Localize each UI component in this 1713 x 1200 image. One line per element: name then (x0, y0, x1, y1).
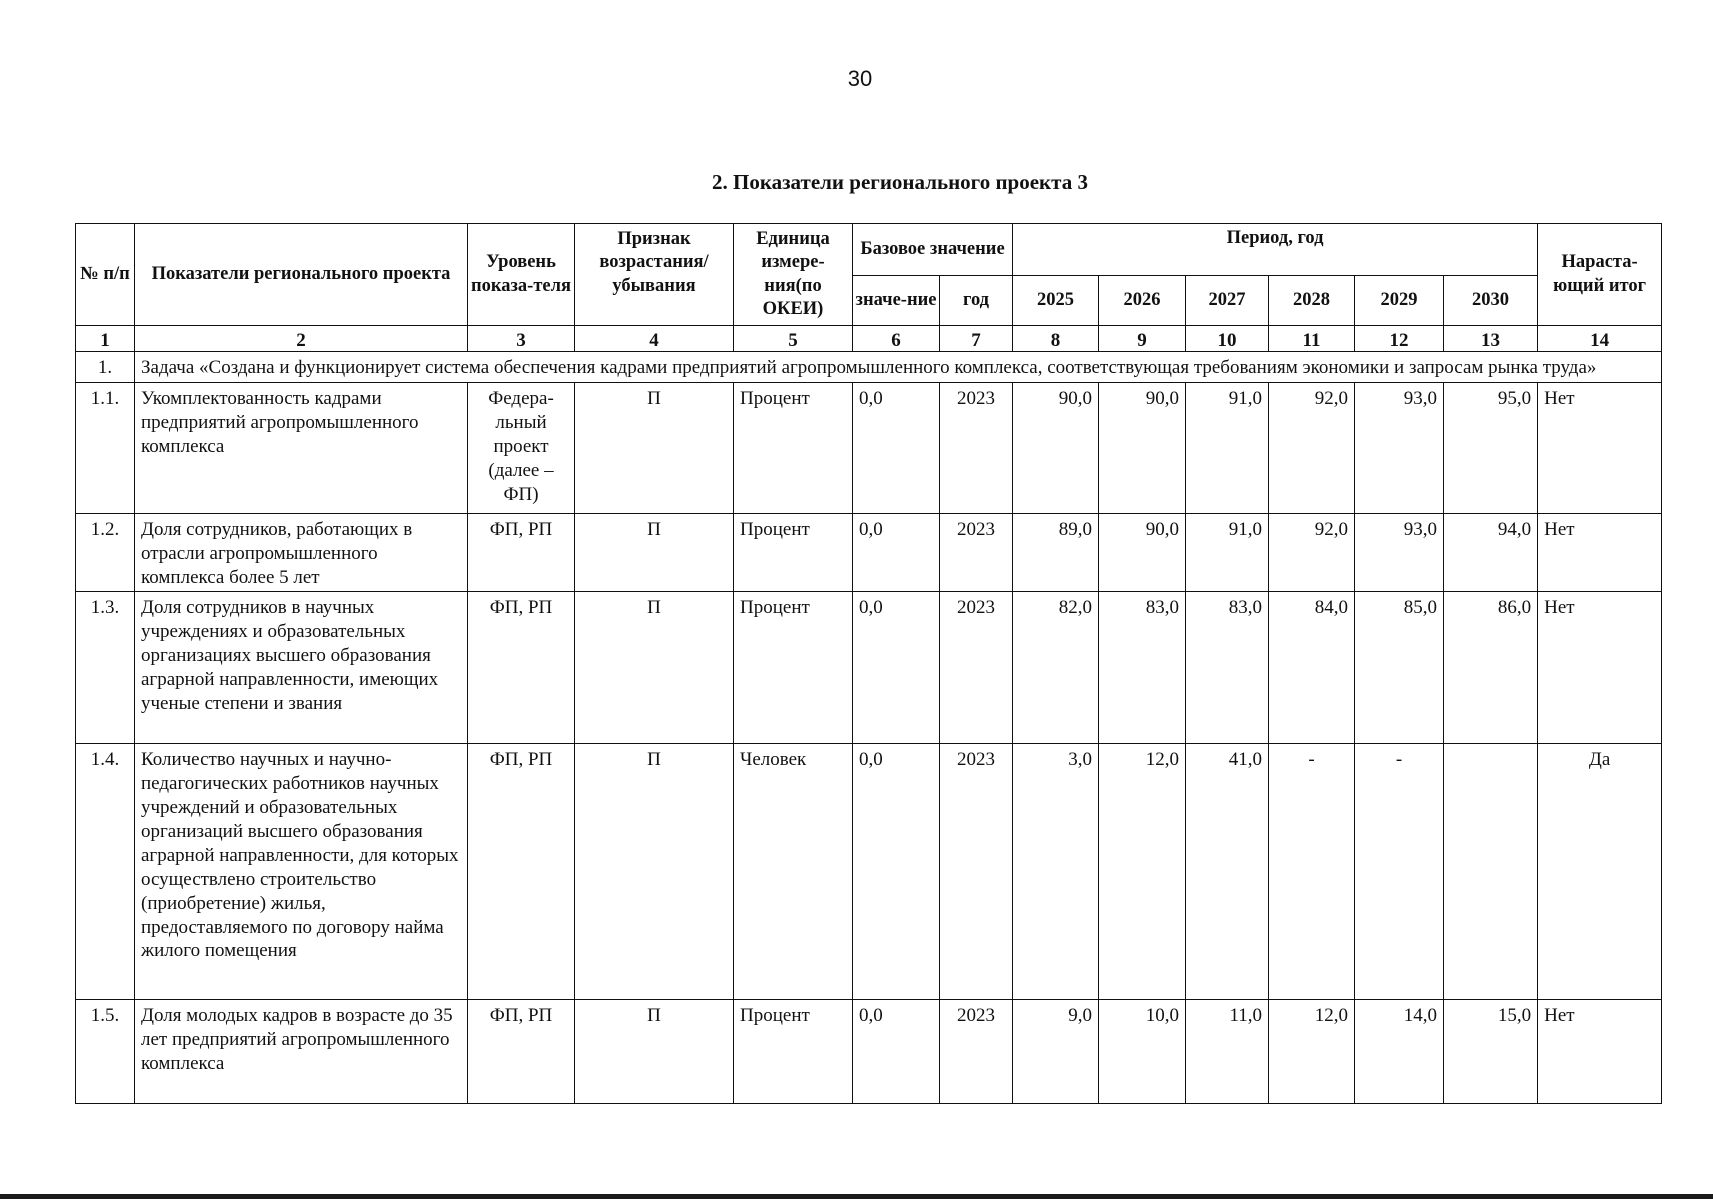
row-value-2028: 92,0 (1269, 382, 1355, 513)
column-number: 7 (940, 326, 1013, 352)
row-value-2029: - (1355, 743, 1444, 999)
row-base-year: 2023 (940, 513, 1013, 591)
column-number: 9 (1099, 326, 1186, 352)
column-number: 11 (1269, 326, 1355, 352)
page-bottom-edge (0, 1194, 1713, 1199)
row-num: 1.5. (76, 999, 135, 1103)
row-value-2029: 93,0 (1355, 513, 1444, 591)
indicators-table (75, 223, 1662, 1104)
row-cumulative: Нет (1538, 382, 1662, 513)
row-value-2025: 90,0 (1013, 382, 1099, 513)
row-indicator-name: Укомплектованность кадрами предприятий агропромышленного комплекса (135, 382, 468, 513)
row-value-2029: 93,0 (1355, 382, 1444, 513)
row-cumulative: Нет (1538, 999, 1662, 1103)
header-num: № п/п (76, 224, 135, 326)
header-row-top (76, 224, 1662, 276)
header-cumulative: Нараста-ющий итог (1538, 224, 1662, 326)
page-number: 30 (847, 66, 873, 91)
row-value-2027: 91,0 (1186, 382, 1269, 513)
header-base-value: значе-ние (853, 276, 940, 326)
row-value-2030 (1444, 743, 1538, 999)
row-level: ФП, РП (468, 743, 575, 999)
column-number: 1 (76, 326, 135, 352)
row-value-2026: 12,0 (1099, 743, 1186, 999)
header-year: 2026 (1099, 276, 1186, 326)
row-base-value: 0,0 (853, 999, 940, 1103)
row-value-2029: 85,0 (1355, 591, 1444, 743)
row-cumulative: Нет (1538, 591, 1662, 743)
row-value-2028: - (1269, 743, 1355, 999)
row-cumulative: Да (1538, 743, 1662, 999)
header-base-year: год (940, 276, 1013, 326)
row-value-2027: 41,0 (1186, 743, 1269, 999)
header-year: 2030 (1444, 276, 1538, 326)
row-indicator-name: Доля сотрудников в научных учреждениях и образовательных организациях высшего образования аграрной направленности, имеющих ученые степени и звания (135, 591, 468, 743)
header-period: Период, год (1013, 224, 1538, 276)
column-number-row (76, 326, 1662, 352)
row-num: 1.4. (76, 743, 135, 999)
task-row (76, 352, 1662, 383)
table-row (76, 999, 1662, 1103)
row-base-year: 2023 (940, 999, 1013, 1103)
row-base-value: 0,0 (853, 591, 940, 743)
row-value-2026: 90,0 (1099, 513, 1186, 591)
column-number: 12 (1355, 326, 1444, 352)
row-unit: Процент (734, 513, 853, 591)
row-sign: П (575, 743, 734, 999)
row-cumulative: Нет (1538, 513, 1662, 591)
row-value-2028: 84,0 (1269, 591, 1355, 743)
row-level: ФП, РП (468, 999, 575, 1103)
header-year: 2027 (1186, 276, 1269, 326)
row-base-year: 2023 (940, 591, 1013, 743)
task-num: 1. (76, 352, 135, 383)
row-value-2029: 14,0 (1355, 999, 1444, 1103)
column-number: 2 (135, 326, 468, 352)
header-year: 2029 (1355, 276, 1444, 326)
row-value-2030: 86,0 (1444, 591, 1538, 743)
row-level: ФП, РП (468, 513, 575, 591)
row-value-2025: 3,0 (1013, 743, 1099, 999)
header-sign: Признак возрастания/ убывания (575, 224, 734, 326)
header-year: 2025 (1013, 276, 1099, 326)
column-number: 6 (853, 326, 940, 352)
row-num: 1.2. (76, 513, 135, 591)
row-base-year: 2023 (940, 382, 1013, 513)
header-indicator: Показатели регионального проекта (135, 224, 468, 326)
row-level: Федера-льный проект (далее – ФП) (468, 382, 575, 513)
column-number: 3 (468, 326, 575, 352)
row-sign: П (575, 513, 734, 591)
row-sign: П (575, 591, 734, 743)
table-row (76, 513, 1662, 591)
row-indicator-name: Доля молодых кадров в возрасте до 35 лет предприятий агропромышленного комплекса (135, 999, 468, 1103)
row-indicator-name: Доля сотрудников, работающих в отрасли агропромышленного комплекса более 5 лет (135, 513, 468, 591)
row-indicator-name: Количество научных и научно-педагогических работников научных учреждений и образовательных организаций высшего образования аграрной направленности, для которых осуществлено строительство (приобретение) жилья, предоставляемого по договору найма жилого помещения (135, 743, 468, 999)
row-base-value: 0,0 (853, 382, 940, 513)
row-value-2026: 10,0 (1099, 999, 1186, 1103)
row-num: 1.1. (76, 382, 135, 513)
header-level: Уровень показа-теля (468, 224, 575, 326)
row-value-2025: 82,0 (1013, 591, 1099, 743)
column-number: 4 (575, 326, 734, 352)
table-row (76, 743, 1662, 999)
row-unit: Человек (734, 743, 853, 999)
row-value-2030: 15,0 (1444, 999, 1538, 1103)
row-level: ФП, РП (468, 591, 575, 743)
document-title: 2. Показатели регионального проекта 3 (712, 170, 1088, 194)
column-number: 8 (1013, 326, 1099, 352)
row-unit: Процент (734, 999, 853, 1103)
column-number: 13 (1444, 326, 1538, 352)
row-value-2027: 11,0 (1186, 999, 1269, 1103)
column-number: 14 (1538, 326, 1662, 352)
row-value-2025: 89,0 (1013, 513, 1099, 591)
header-unit: Единица измере-ния(по ОКЕИ) (734, 224, 853, 326)
row-value-2028: 92,0 (1269, 513, 1355, 591)
header-year: 2028 (1269, 276, 1355, 326)
row-value-2030: 94,0 (1444, 513, 1538, 591)
row-value-2025: 9,0 (1013, 999, 1099, 1103)
task-text: Задача «Создана и функционирует система обеспечения кадрами предприятий агропромышленного комплекса, соответствующая требованиям экономики и запросам рынка труда» (135, 352, 1662, 383)
row-num: 1.3. (76, 591, 135, 743)
row-value-2028: 12,0 (1269, 999, 1355, 1103)
row-sign: П (575, 382, 734, 513)
row-value-2027: 91,0 (1186, 513, 1269, 591)
table-row (76, 382, 1662, 513)
row-value-2027: 83,0 (1186, 591, 1269, 743)
row-base-value: 0,0 (853, 743, 940, 999)
column-number: 5 (734, 326, 853, 352)
row-base-year: 2023 (940, 743, 1013, 999)
table-row (76, 591, 1662, 743)
row-value-2026: 90,0 (1099, 382, 1186, 513)
row-sign: П (575, 999, 734, 1103)
row-unit: Процент (734, 591, 853, 743)
row-value-2030: 95,0 (1444, 382, 1538, 513)
row-value-2026: 83,0 (1099, 591, 1186, 743)
row-unit: Процент (734, 382, 853, 513)
column-number: 10 (1186, 326, 1269, 352)
header-base: Базовое значение (853, 224, 1013, 276)
row-base-value: 0,0 (853, 513, 940, 591)
